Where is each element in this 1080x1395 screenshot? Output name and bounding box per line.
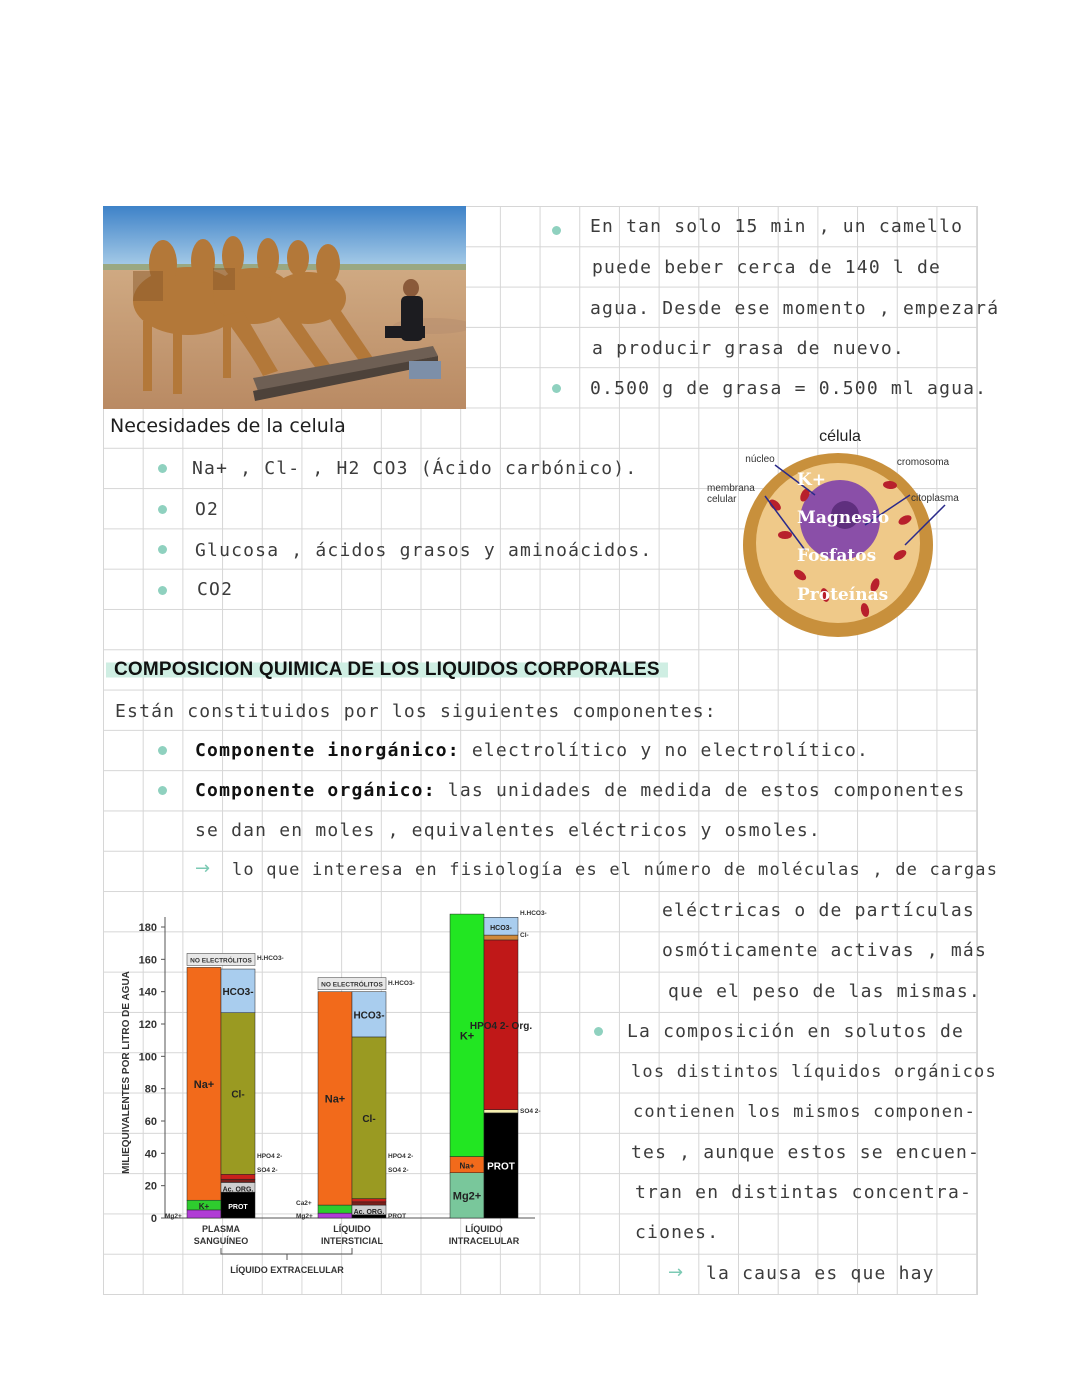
bar-segment — [352, 1202, 386, 1205]
y-tick-label: 120 — [138, 1019, 157, 1031]
bar-segment — [352, 1199, 386, 1202]
no-electrolitos-label: NO ELECTRÓLITOS — [190, 957, 252, 965]
segment-label: Cl- — [231, 1089, 245, 1101]
bullet-dot — [158, 545, 167, 554]
label-cromosoma: cromosoma — [896, 457, 950, 468]
segment-label: Na+ — [193, 1078, 215, 1091]
bar-segment — [484, 1110, 518, 1113]
segment-label: HCO3- — [222, 986, 254, 998]
camel-photo — [103, 206, 466, 409]
side-label: HPO4 2- — [388, 1153, 414, 1160]
bullet-dot — [594, 1027, 603, 1036]
column-label: PLASMA — [202, 1224, 240, 1234]
overlay-fosfatos: Fosfatos — [797, 546, 877, 566]
arrow-icon: → — [195, 858, 211, 879]
bullet3-line-5: tran en distintas concentra- — [635, 1182, 973, 1203]
overlay-proteinas: Proteínas — [797, 585, 889, 605]
y-tick-label: 40 — [144, 1148, 157, 1161]
side-label: Mg2+ — [296, 1213, 313, 1220]
bullet-dot — [552, 226, 561, 235]
bullet3-line-3: contienen los mismos componen- — [633, 1102, 977, 1122]
bullet3-line-2: los distintos líquidos orgánicos — [631, 1062, 997, 1082]
side-label: H.HCO3- — [257, 955, 284, 962]
need-item-2: O2 — [195, 499, 220, 520]
bullet-dot — [158, 586, 167, 595]
bar-segment — [221, 1179, 255, 1182]
bullet-dot — [158, 786, 167, 795]
bullet3-line-6: ciones. — [635, 1222, 720, 1243]
segment-label: Na+ — [459, 1161, 475, 1171]
inorganic-text: electrolítico y no electrolítico. — [471, 740, 870, 761]
segment-label: Na+ — [324, 1093, 346, 1106]
side-label: Mg2+ — [165, 1213, 182, 1220]
segment-label: HCO3- — [490, 925, 512, 933]
y-tick-label: 160 — [138, 954, 157, 967]
column-label: SANGUÍNEO — [193, 1236, 249, 1246]
inorganic-label: Componente inorgánico: — [195, 740, 460, 761]
side-label: SO4 2- — [388, 1167, 409, 1174]
label-nucleo: núcleo — [745, 454, 775, 465]
y-tick-label: 100 — [138, 1051, 157, 1064]
camel-note-line-2: puede beber cerca de 140 l de — [592, 257, 942, 278]
camel-note-line-5: 0.500 g de grasa = 0.500 ml agua. — [590, 378, 988, 399]
camel-note-line-1: En tan solo 15 min , un camello — [590, 216, 964, 237]
arrow-line: lo que interesa en fisiología es el número de moléculas , de cargas — [232, 860, 999, 880]
side-label: HPO4 2- — [257, 1153, 283, 1160]
segment-label: Ac. ORG. — [222, 1186, 254, 1194]
overlay-magnesio: Magnesio — [797, 508, 890, 528]
cell-title: célula — [819, 428, 861, 445]
need-item-1: Na+ , Cl- , H2 CO3 (Ácido carbónico). — [192, 458, 638, 479]
cont-line-3: que el peso de las mismas. — [668, 981, 981, 1002]
bullet-dot — [158, 746, 167, 755]
bar-segment — [318, 1205, 352, 1213]
bullet3-line-1: La composición en solutos de — [627, 1021, 965, 1042]
bracket — [221, 1248, 352, 1254]
side-label: Cl- — [520, 932, 529, 939]
bullet-dot — [552, 384, 561, 393]
no-electrolitos-label: NO ELECTRÓLITOS — [321, 981, 383, 989]
side-label: PROT — [388, 1213, 407, 1220]
side-label: Ca2+ — [296, 1200, 312, 1207]
y-tick-label: 80 — [144, 1083, 157, 1096]
arrow-icon: → — [668, 1262, 684, 1283]
bullet3-line-4: tes , aunque estos se encuen- — [631, 1142, 981, 1163]
side-label: SO4 2- — [520, 1108, 541, 1115]
organelle — [778, 531, 792, 539]
need-item-3: Glucosa , ácidos grasos y aminoácidos. — [195, 540, 653, 561]
side-label: SO4 2- — [257, 1167, 278, 1174]
bullet-dot — [158, 464, 167, 473]
inorganic-line — [195, 740, 869, 761]
section-heading-necesidades: Necesidades de la celula — [110, 415, 346, 437]
side-label: H.HCO3- — [520, 910, 547, 917]
y-tick-label: 180 — [138, 922, 157, 934]
segment-label: HCO3- — [353, 1010, 385, 1022]
organic-line — [195, 780, 965, 801]
segment-label: Cl- — [362, 1113, 376, 1125]
y-tick-label: 60 — [144, 1116, 157, 1128]
y-tick-label: 20 — [144, 1180, 157, 1193]
label-citoplasma: citoplasma — [911, 493, 959, 504]
need-item-4: CO2 — [197, 579, 234, 600]
bar-segment — [318, 1213, 352, 1218]
segment-label: HPO4 2- Org. — [469, 1020, 533, 1032]
group-label: LÍQUIDO EXTRACELULAR — [230, 1265, 344, 1275]
label-membrana: membrana celular — [707, 483, 755, 505]
last-line: la causa es que hay — [706, 1263, 935, 1284]
intro-line: Están constituidos por los siguientes componentes: — [115, 701, 717, 722]
y-tick-label: 140 — [138, 986, 157, 999]
bar-segment — [484, 935, 518, 940]
organic-line-2: se dan en moles , equivalentes eléctricos y osmoles. — [195, 820, 821, 841]
y-axis-label: MILIEQUIVALENTES POR LITRO DE AGUA — [121, 971, 132, 1174]
segment-label: Ac. ORG. — [353, 1208, 385, 1216]
overlay-k: K+ — [797, 470, 827, 490]
segment-label: K+ — [459, 1030, 475, 1043]
y-tick-label: 0 — [150, 1213, 157, 1225]
segment-label: Mg2+ — [452, 1190, 482, 1203]
column-label: INTRACELULAR — [448, 1236, 520, 1246]
bar-segment — [221, 1174, 255, 1179]
organic-label: Componente orgánico: — [195, 780, 436, 801]
bar-segment — [187, 1210, 221, 1218]
cell-diagram — [705, 425, 980, 650]
column-label: INTERSTICIAL — [321, 1236, 383, 1246]
cont-line-1: eléctricas o de partículas — [662, 900, 975, 921]
section-heading-composicion: COMPOSICION QUIMICA DE LOS LIQUIDOS CORPORALES — [106, 659, 668, 681]
segment-label: PROT — [228, 1204, 248, 1212]
camel-note-line-4: a producir grasa de nuevo. — [592, 338, 905, 359]
column-label: LÍQUIDO — [333, 1224, 371, 1234]
organic-text: las unidades de medida de estos componentes — [447, 780, 966, 801]
segment-label: K+ — [198, 1202, 210, 1212]
cont-line-2: osmóticamente activas , más — [662, 940, 987, 961]
camel-note-line-3: agua. Desde ese momento , empezará — [590, 298, 1000, 319]
side-label: H.HCO3- — [388, 980, 415, 987]
column-label: LÍQUIDO — [465, 1224, 503, 1234]
segment-label: PROT — [487, 1161, 515, 1173]
bullet-dot — [158, 505, 167, 514]
electrolyte-chart — [115, 905, 560, 1285]
